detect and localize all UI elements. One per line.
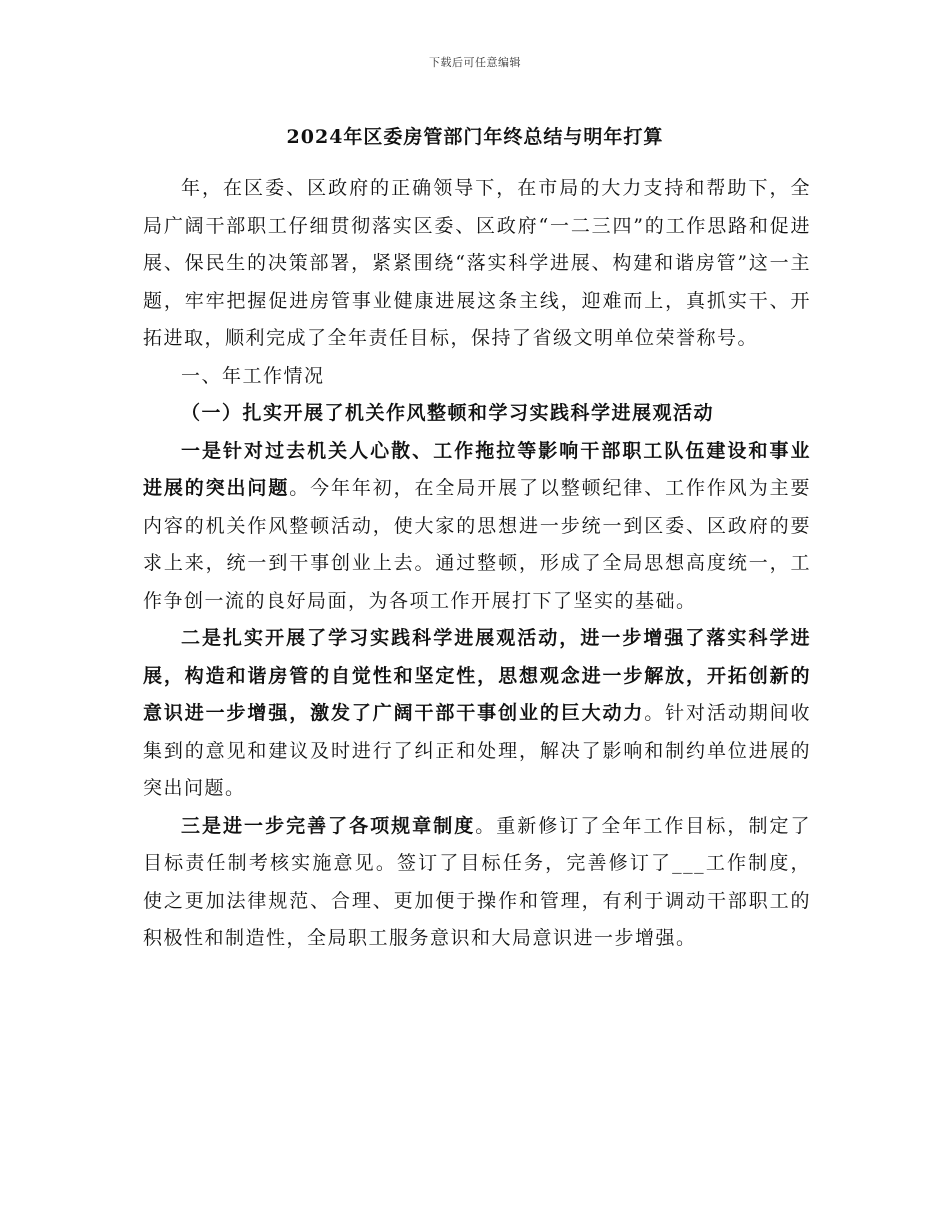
intro-paragraph: 年，在区委、区政府的正确领导下，在市局的大力支持和帮助下，全局广阔干部职工仔细贯彻落实区委、区政府“一二三四”的工作思路和促进展、保民生的决策部署，紧紧围绕“落实科学进展、构建和谐房管”这一主题，牢牢把握促进房管事业健康进展这条主线，迎难而上，真抓实干、开拓进取，顺利完成了全年责任目标，保持了省级文明单位荣誉称号。 (143, 177, 811, 349)
paragraph-2-text: 。针对活动期间收集到的意见和建议及时进行了纠正和处理，解决了影响和制约单位进展的突出问题。 (143, 702, 811, 799)
section-heading: 一、年工作情况 (181, 364, 325, 387)
paragraph-3-lead: 三是进一步完善了各项规章制度 (181, 814, 476, 837)
subsection-heading (143, 395, 811, 433)
paragraph-3-text: 。重新修订了全年工作目标，制定了目标责任制考核实施意见。签订了目标任务，完善修订了___工作制度，使之更加法律规范、合理、更加便于操作和管理，有利于调动干部职工的积极性和制造性，全局职工服务意识和大局意识进一步增强。 (143, 814, 811, 949)
paragraph-3 (143, 808, 811, 958)
header-note: 下载后可任意编辑 (429, 56, 521, 69)
document-title: 2024年区委房管部门年终总结与明年打算 (286, 126, 664, 148)
document-body (143, 170, 811, 958)
paragraph-1-text: 。今年年初，在全局开展了以整顿纪律、工作作风为主要内容的机关作风整顿活动，使大家的思想进一步统一到区委、区政府的要求上来，统一到干事创业上去。通过整顿，形成了全局思想高度统一，工作争创一流的良好局面，为各项工作开展打下了坚实的基础。 (143, 477, 811, 612)
paragraph-1-lead: 一是针对过去机关人心散、工作拖拉等影响干部职工队伍建设和事业进展的突出问题 (143, 439, 811, 499)
subsection-heading-text: （一）扎实开展了机关作风整顿和学习实践科学进展观活动 (181, 402, 715, 424)
paragraph-2-lead: 二是扎实开展了学习实践科学进展观活动，进一步增强了落实科学进展，构造和谐房管的自觉性和坚定性，思想观念进一步解放，开拓创新的意识进一步增强，激发了广阔干部干事创业的巨大动力 (143, 627, 811, 724)
paragraph-2 (143, 620, 811, 808)
paragraph-1 (143, 433, 811, 621)
